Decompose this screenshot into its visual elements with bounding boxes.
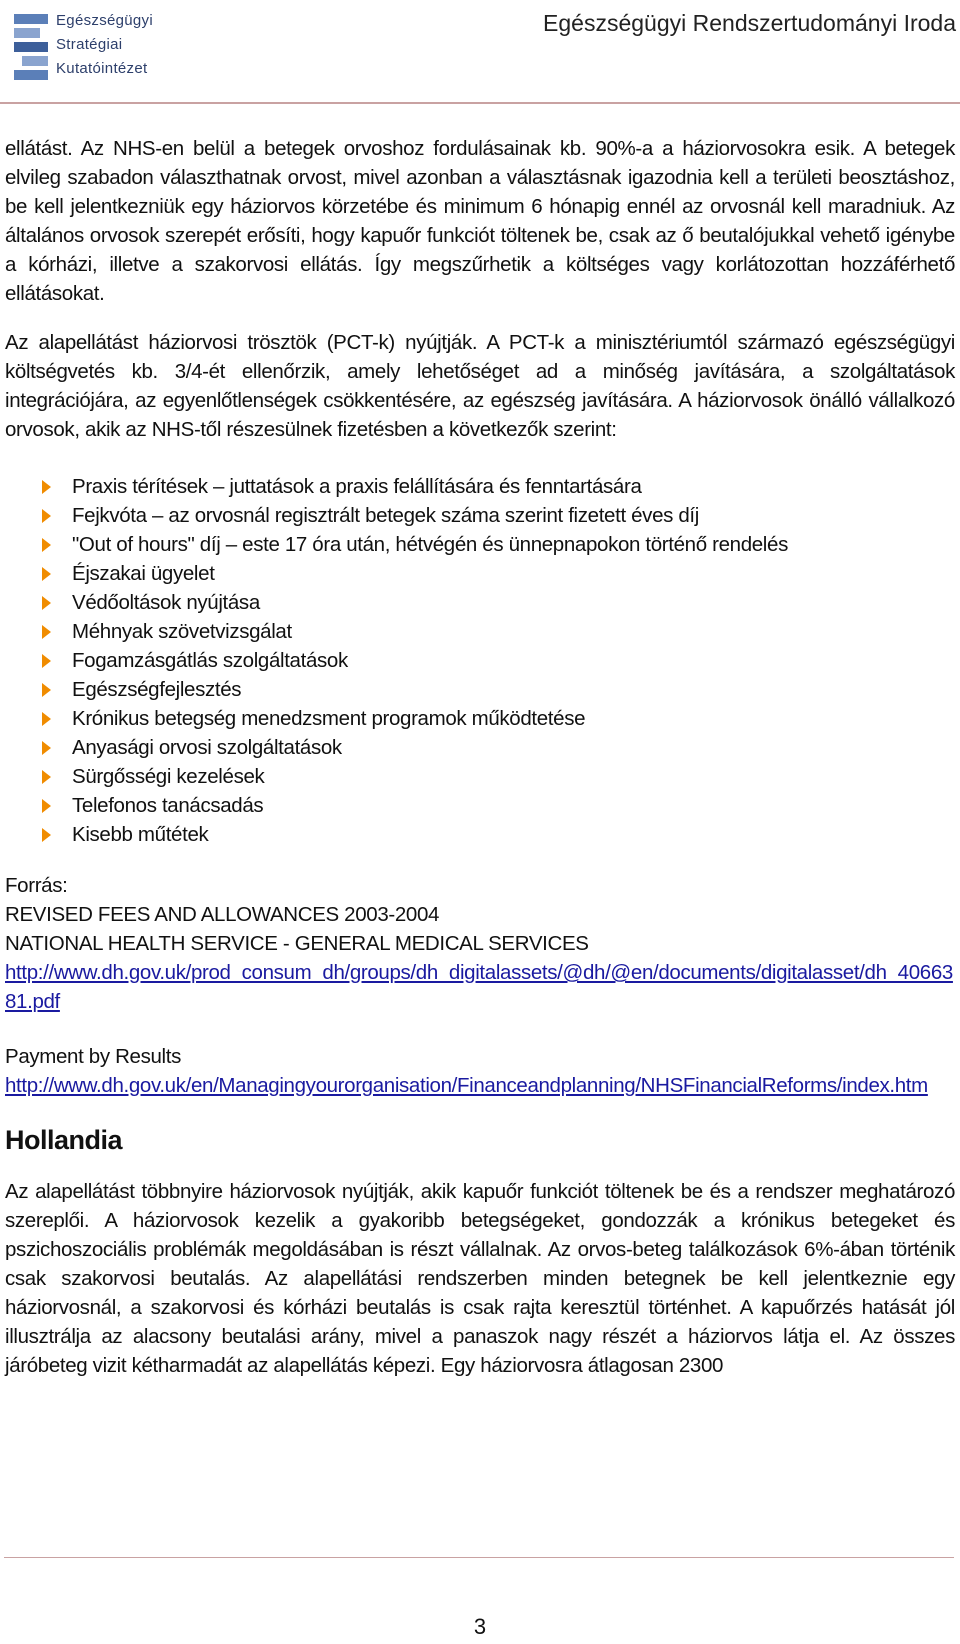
- source-label: Forrás:: [5, 874, 68, 897]
- list-item: Egészségfejlesztés: [5, 675, 955, 704]
- bullet-arrow-icon: [42, 480, 51, 494]
- bullet-arrow-icon: [42, 567, 51, 581]
- page-header: [0, 0, 960, 104]
- document-body: [5, 134, 955, 1380]
- header-divider: [0, 102, 960, 104]
- bullet-arrow-icon: [42, 625, 51, 639]
- section-heading: Hollandia: [5, 1125, 123, 1155]
- source-link-1[interactable]: http://www.dh.gov.uk/prod_consum_dh/groups/dh_digitalassets/@dh/@en/documents/digitalasset/dh_4066381.pdf: [5, 961, 953, 1013]
- bullet-arrow-icon: [42, 538, 51, 552]
- paragraph-3: Az alapellátást többnyire háziorvosok nyújtják, akik kapuőr funkciót töltenek be és a rendszer meghatározó szereplői. A háziorvosok kezelik a gyakoribb betegségeket, gondozzák a krónikus betegeket és pszichoszociális problémák megoldásában is részt vállalnak. Az orvos-beteg találkozások 6%-ában történik csak szakorvosi beutalás. Az alapellátási rendszerben minden betegnek be kell jelentkeznie egy háziorvosnál, a szakorvosi és kórházi beutalás is csak rajta keresztül történhet. A kapuőrzés hatását jól illusztrálja az alacsony beutalási arány, mivel a panaszok nagy részét a háziorvos látja el. Az összes járóbeteg vizit kétharmadát az alapellátás képezi. Egy háziorvosra átlagosan 2300: [5, 1180, 955, 1377]
- source-title-2: NATIONAL HEALTH SERVICE - GENERAL MEDICAL SERVICES: [5, 932, 589, 955]
- source-link-2[interactable]: http://www.dh.gov.uk/en/Managingyourorganisation/Financeandplanning/NHSFinancialReforms/index.htm: [5, 1074, 928, 1097]
- paragraph-1: ellátást. Az NHS-en belül a betegek orvoshoz fordulásainak kb. 90%-a a háziorvosokra esik. A betegek elvileg szabadon választhatnak orvost, mivel azonban a választásnak igazodnia kell a területi beosztáshoz, be kell jelentkezniük egy háziorvos körzetébe és minimum 6 hónapig ennél az orvosnál kell maradniuk. Az általános orvosok szerepét erősíti, hogy kapuőr funkciót töltenek be, csak az ő beutalójukkal vehető igénybe a kórházi, illetve a szakorvosi ellátás. Így megszűrhetik a költséges vagy korlátozottan hozzáférhető ellátásokat.: [5, 137, 955, 305]
- bullet-arrow-icon: [42, 509, 51, 523]
- bullet-arrow-icon: [42, 654, 51, 668]
- bullet-arrow-icon: [42, 770, 51, 784]
- list-item: "Out of hours" díj – este 17 óra után, hétvégén és ünnepnapokon történő rendelés: [5, 530, 955, 559]
- payment-by-results-label: Payment by Results: [5, 1045, 181, 1068]
- page-number: 3: [473, 1614, 487, 1639]
- list-item: Krónikus betegség menedzsment programok működtetése: [5, 704, 955, 733]
- logo-line-2: Stratégiai: [56, 36, 123, 53]
- source-title-1: REVISED FEES AND ALLOWANCES 2003-2004: [5, 903, 440, 926]
- logo-line-3: Kutatóintézet: [56, 60, 148, 77]
- list-item: Kisebb műtétek: [5, 820, 955, 849]
- bullet-arrow-icon: [42, 596, 51, 610]
- list-item: Éjszakai ügyelet: [5, 559, 955, 588]
- sources-block: [5, 871, 955, 1100]
- list-item: Fogamzásgátlás szolgáltatások: [5, 646, 955, 675]
- logo-line-1: Egészségügyi: [56, 12, 153, 29]
- list-item: Praxis térítések – juttatások a praxis felállítására és fenntartására: [5, 472, 955, 501]
- bullet-arrow-icon: [42, 799, 51, 813]
- payment-list: [5, 472, 955, 849]
- institute-logo: [14, 8, 174, 84]
- bullet-arrow-icon: [42, 683, 51, 697]
- bullet-arrow-icon: [42, 741, 51, 755]
- footer-divider: [4, 1557, 954, 1558]
- bullet-arrow-icon: [42, 828, 51, 842]
- paragraph-2: Az alapellátást háziorvosi trösztök (PCT-k) nyújtják. A PCT-k a minisztériumtól származó egészségügyi költségvetés kb. 3/4-ét ellenőrzik, amely lehetőséget ad a minőség javítására, a szolgáltatások integrációjára, az egyenlőtlenségek csökkentésére, az egészség javítására. A háziorvosok önálló vállalkozó orvosok, akik az NHS-től részesülnek fizetésben a következők szerint:: [5, 331, 955, 441]
- list-item: Anyasági orvosi szolgáltatások: [5, 733, 955, 762]
- list-item: Méhnyak szövetvizsgálat: [5, 617, 955, 646]
- bullet-arrow-icon: [42, 712, 51, 726]
- list-item: Sürgősségi kezelések: [5, 762, 955, 791]
- list-item: Telefonos tanácsadás: [5, 791, 955, 820]
- list-item: Védőoltások nyújtása: [5, 588, 955, 617]
- header-title: Egészségügyi Rendszertudományi Iroda: [543, 10, 956, 36]
- list-item: Fejkvóta – az orvosnál regisztrált betegek száma szerint fizetett éves díj: [5, 501, 955, 530]
